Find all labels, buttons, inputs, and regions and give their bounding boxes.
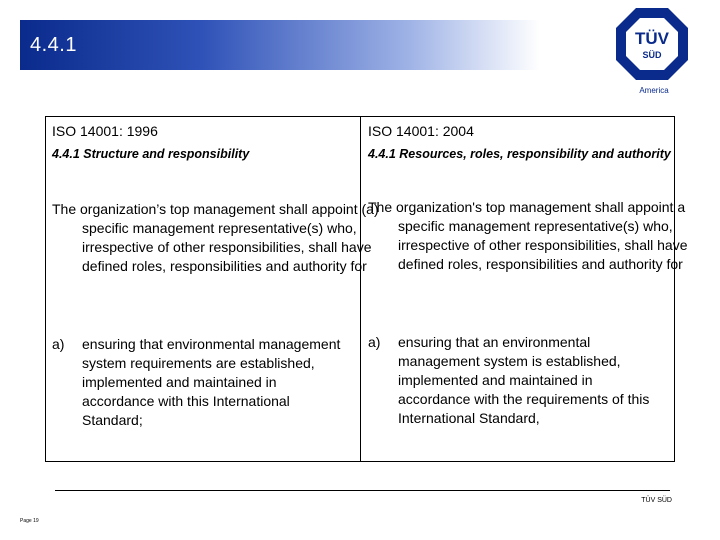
tuv-sud-logo — [614, 6, 690, 82]
left-item-text: ensuring that environmental management system requirements are established, implemented and maintained in accordance with this International Standard; — [82, 336, 341, 428]
left-clause: 4.4.1 Structure and responsibility — [52, 147, 250, 161]
footer-brand: TÜV SÜD — [641, 497, 672, 504]
right-clause: 4.4.1 Resources, roles, responsibility and authority — [368, 147, 671, 161]
footer-rule — [55, 490, 670, 491]
right-paragraph: The organization's top management shall appoint a specific management representative(s) who, irrespective of other responsibilities, shall have defined roles, responsibilities and authority for — [368, 199, 688, 272]
left-item-marker: a) — [52, 336, 65, 352]
column-divider — [360, 116, 361, 462]
left-list-item — [52, 335, 352, 430]
right-heading: ISO 14001: 2004 — [368, 123, 474, 139]
page-number: Page 19 — [20, 518, 39, 524]
left-paragraph: The organization’s top management shall appoint (a) specific management representative(s) who, irrespective of other responsibilities, shall have defined roles, responsibilities and authority for — [52, 201, 379, 274]
right-item-marker: a) — [368, 334, 381, 350]
logo-subtext: SÜD — [642, 50, 662, 60]
logo-text: TÜV — [635, 29, 669, 48]
logo-caption: America — [639, 86, 669, 95]
right-list-item — [368, 333, 668, 428]
slide-title: 4.4.1 — [30, 34, 77, 56]
right-item-text: ensuring that an environmental management system is established, implemented and maintained in accordance with the requirements of this International Standard, — [398, 334, 650, 426]
title-bar — [20, 20, 540, 70]
left-heading: ISO 14001: 1996 — [52, 123, 158, 139]
